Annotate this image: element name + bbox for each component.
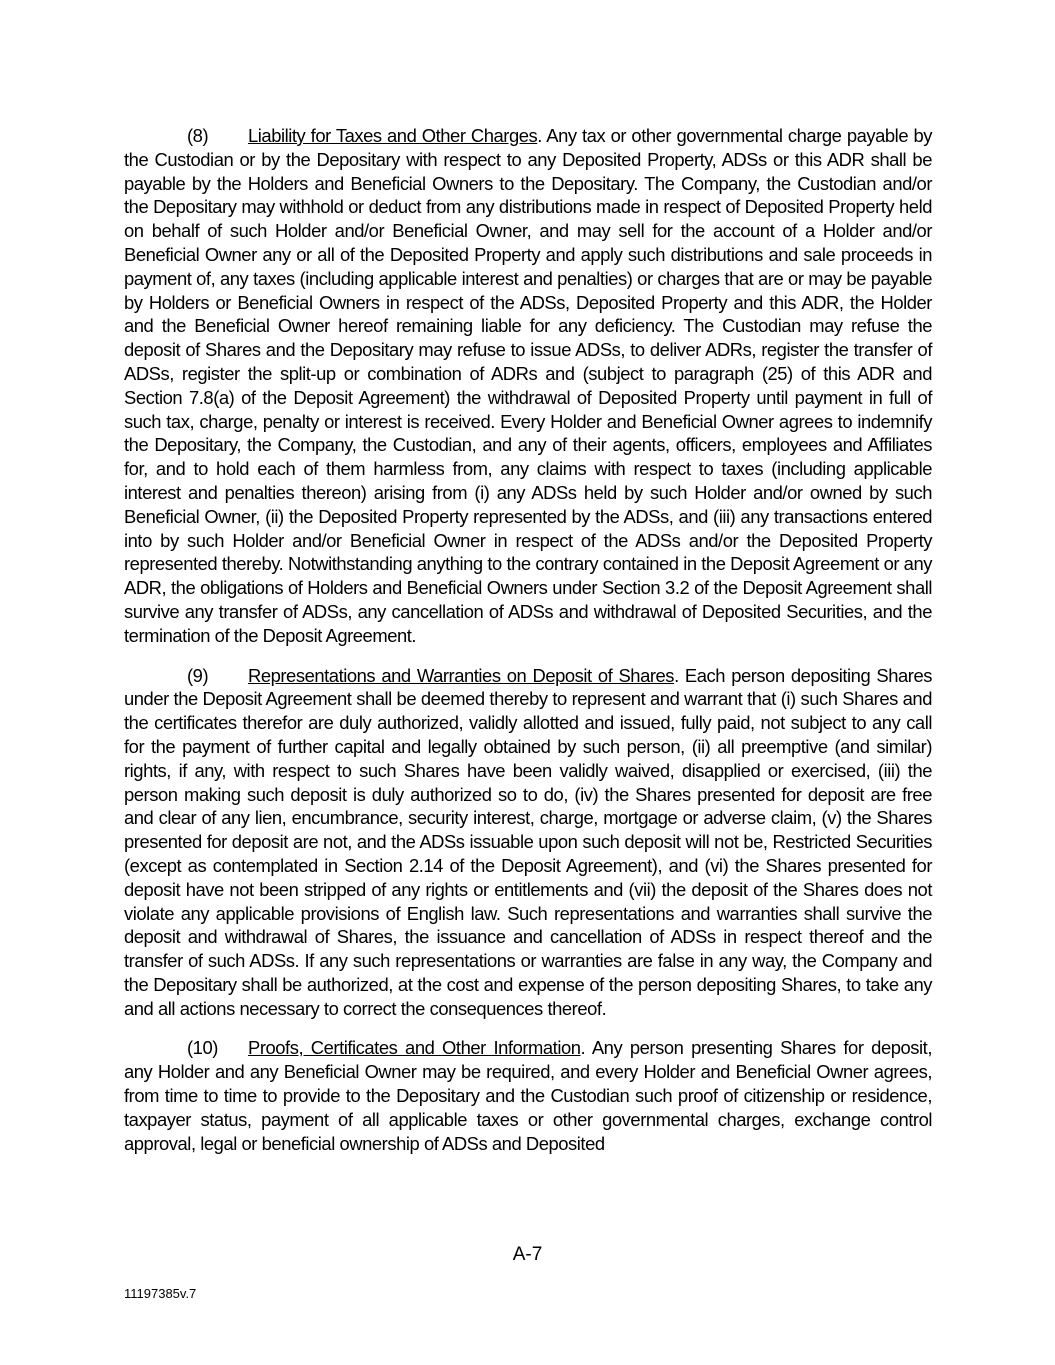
- paragraph-number: (9): [187, 664, 209, 686]
- paragraph-text: . Any person presenting Shares for deposit, any Holder and any Beneficial Owner may be required, and every Holder and Beneficial Owner agrees, from time to time to provide to the Depositary and the Custodian such proof of citizenship or residence, taxpayer status, payment of all applicable taxes or other governmental charges, exchange control approval, legal or beneficial ownership of ADSs and Deposited: [124, 1037, 932, 1154]
- paragraph-text: . Any tax or other governmental charge payable by the Custodian or by the Depositary with respect to any Deposited Property, ADSs or this ADR shall be payable by the Holders and Beneficial Owners to the Depositary. The Company, the Custodian and/or the Depositary may withhold or deduct from any distributions made in respect of Deposited Property held on behalf of such Holder and/or Beneficial Owner, and may sell for the account of a Holder and/or Beneficial Owner any or all of the Deposited Property and apply such distributions and sale proceeds in payment of, any taxes (including applicable interest and penalties) or charges that are or may be payable by Holders or Beneficial Owners in respect of the ADSs, Deposited Property and this ADR, the Holder and the Beneficial Owner hereof remaining liable for any deficiency. The Custodian may refuse the deposit of Shares and the Depositary may refuse to issue ADSs, to deliver ADRs, register the transfer of ADSs, register the split-up or combination of ADRs and (subject to paragraph (25) of this ADR and Section 7.8(a) of the Deposit Agreement) the withdrawal of Deposited Property until payment in full of such tax, charge, penalty or interest is received. Every Holder and Beneficial Owner agrees to indemnify the Depositary, the Company, the Custodian, and any of their agents, officers, employees and Affiliates for, and to hold each of them harmless from, any claims with respect to taxes (including applicable interest and penalties thereon) arising from (i) any ADSs held by such Holder and/or owned by such Beneficial Owner, (ii) the Deposited Property represented by the ADSs, and (iii) any transactions entered into by such Holder and/or Beneficial Owner in respect of the ADSs and/or the Deposited Property represented thereby. Notwithstanding anything to the contrary contained in the Deposit Agreement or any ADR, the obligations of Holders and Beneficial Owners under Section 3.2 of the Deposit Agreement shall survive any transfer of ADSs, any cancellation of ADSs and withdrawal of Deposited Securities, and the termination of the Deposit Agreement.: [124, 125, 933, 646]
- paragraph-heading: Representations and Warranties on Deposit of Shares: [248, 664, 675, 686]
- paragraph-text: . Each person depositing Shares under the Deposit Agreement shall be deemed thereby to represent and warrant that (i) such Shares and the certificates therefor are duly authorized, validly allotted and issued, fully paid, not subject to any call for the payment of further capital and legally obtained by such person, (ii) all preemptive (and similar) rights, if any, with respect to such Shares have been validly waived, disapplied or exercised, (iii) the person making such deposit is duly authorized so to do, (iv) the Shares presented for deposit are free and clear of any lien, encumbrance, security interest, charge, mortgage or adverse claim, (v) the Shares presented for deposit are not, and the ADSs issuable upon such deposit will not be, Restricted Securities (except as contemplated in Section 2.14 of the Deposit Agreement), and (vi) the Shares presented for deposit have not been stripped of any rights or entitlements and (vii) the deposit of the Shares does not violate any applicable provisions of English law. Such representations and warranties shall survive the deposit and withdrawal of Shares, the issuance and cancellation of ADSs in respect thereof and the transfer of such ADSs. If any such representations or warranties are false in any way, the Company and the Depositary shall be authorized, at the cost and expense of the person depositing Shares, to take any and all actions necessary to correct the consequences thereof.: [124, 664, 932, 1019]
- paragraph-9: [124, 664, 932, 1021]
- document-body: [124, 124, 932, 1171]
- document-id: 11197385v.7: [124, 1286, 197, 1301]
- paragraph-heading: Proofs, Certificates and Other Information: [248, 1037, 581, 1059]
- paragraph-10: [124, 1036, 932, 1155]
- paragraph-number: (8): [187, 125, 209, 146]
- paragraph-8: [124, 124, 932, 648]
- paragraph-number: (10): [187, 1037, 218, 1059]
- paragraph-heading: Liability for Taxes and Other Charges: [248, 125, 538, 146]
- page-number: A-7: [512, 1244, 543, 1265]
